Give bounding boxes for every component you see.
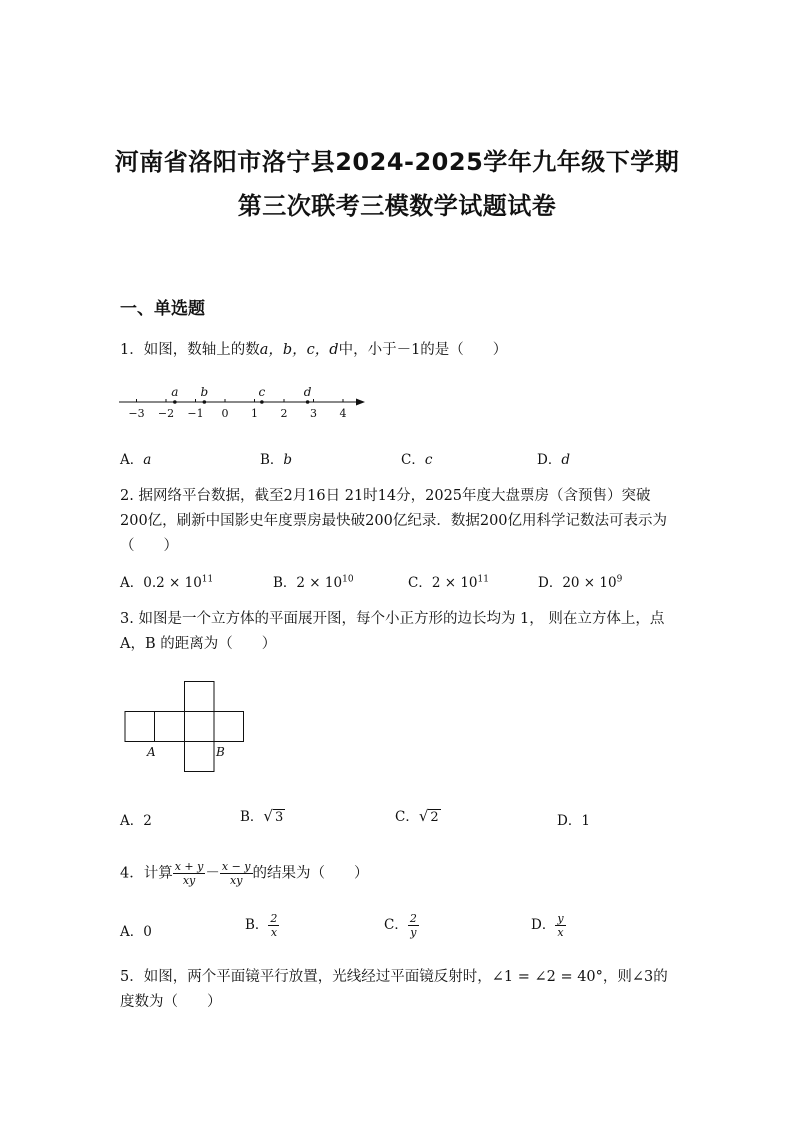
q4-option-d[interactable] (531, 912, 566, 939)
net-square (155, 712, 185, 742)
q2-option-a[interactable] (120, 571, 213, 591)
fraction-1-denominator: xy (182, 874, 196, 887)
question-4-prefix: 4．计算 (120, 865, 173, 882)
q4-option-b-numerator: 2 (270, 912, 278, 925)
question-1-vars: a，b，c，d (259, 342, 339, 358)
point-d-label: d (303, 385, 312, 399)
q4-option-b-fraction (268, 912, 279, 939)
q4-option-c-letter: C． (384, 917, 408, 933)
q3-option-a-letter: A． (120, 813, 144, 829)
q2-option-d-exp: 9 (616, 574, 623, 585)
q4-option-d-fraction (555, 912, 565, 939)
q3-option-c[interactable] (395, 805, 441, 825)
q3-option-d-value: 1 (581, 813, 590, 829)
minus-sign: － (205, 865, 220, 882)
q2-option-a-coef: 0.2 × 10 (143, 575, 202, 591)
point-a-label: a (171, 385, 179, 399)
q4-option-d-numerator: y (557, 912, 564, 925)
net-square (185, 682, 215, 712)
q2-option-c-coef: 2 × 10 (431, 575, 478, 591)
number-line-arrow (356, 399, 365, 406)
q3-option-c-letter: C． (395, 809, 419, 825)
q1-option-a-letter: A． (120, 452, 144, 468)
q4-option-c-numerator: 2 (409, 912, 417, 925)
q4-option-c-fraction (408, 912, 419, 939)
net-square (185, 712, 215, 742)
question-3-stem: 3. 如图是一个立方体的平面展开图，每个小正方形的边长均为 1， 则在立方体上，点 A，B 的距离为（ ） (120, 611, 665, 652)
question-2-stem: 2. 据网络平台数据，截至2月16日 21时14分，2025年度大盘票房（含预售）突破200亿，刷新中国影史年度票房最快破200亿纪录．数据200亿用科学记数法可表示为（ ） (120, 488, 668, 554)
q3-option-d[interactable] (557, 809, 590, 829)
q3-option-b-letter: B． (240, 809, 264, 825)
point-c-label: c (258, 385, 266, 399)
question-1-stem (120, 338, 680, 363)
point-a-label: A (147, 745, 156, 759)
q2-option-a-letter: A． (120, 575, 144, 591)
q2-option-a-exp: 11 (201, 574, 214, 585)
document-title-line-2: 第三次联考三模数学试题试卷 (237, 192, 557, 220)
q4-option-d-letter: D． (531, 917, 556, 933)
q2-option-c-exp: 11 (477, 574, 489, 585)
q3-option-a-value: 2 (143, 813, 152, 829)
cube-net-figure (120, 676, 250, 776)
q1-option-c[interactable] (401, 448, 432, 468)
axis-tick-label: −3 (128, 407, 145, 420)
q4-option-a-value: 0 (143, 924, 152, 940)
point-b-label: b (200, 385, 209, 399)
point-d (306, 400, 310, 404)
fraction-2-numerator: x − y (221, 860, 251, 873)
q1-option-b-value: b (283, 452, 293, 468)
q2-option-c[interactable] (408, 571, 489, 591)
q1-option-c-letter: C． (401, 452, 425, 468)
fraction-2 (220, 860, 253, 887)
q1-option-a-value: a (143, 452, 152, 468)
q4-option-b-letter: B． (245, 917, 269, 933)
q4-option-b-denominator: x (270, 926, 278, 939)
q3-option-d-letter: D． (557, 813, 582, 829)
q2-option-b[interactable] (273, 571, 354, 591)
axis-tick-label: 3 (310, 407, 317, 420)
q3-option-a[interactable] (120, 809, 152, 829)
question-5-stem: 5．如图，两个平面镜平行放置，光线经过平面镜反射时，∠1 = ∠2 = 40°，则∠3的度数为（ ） (120, 969, 668, 1010)
net-square (214, 712, 244, 742)
axis-tick-label: 4 (339, 407, 347, 420)
question-4-suffix: 的结果为（ ） (252, 865, 369, 882)
q1-option-d-value: d (561, 452, 570, 468)
axis-tick-label: −1 (187, 407, 204, 420)
q1-option-d[interactable] (537, 448, 570, 468)
q1-option-a[interactable] (120, 448, 151, 468)
q4-option-b[interactable] (245, 912, 279, 939)
axis-tick-label: 2 (280, 407, 288, 420)
question-4-stem (120, 860, 680, 887)
q2-option-b-coef: 2 × 10 (296, 575, 343, 591)
point-c (260, 400, 264, 404)
question-1-text-after: 中，小于－1的是（ ） (338, 342, 508, 358)
point-b (203, 400, 207, 404)
point-b-label: B (216, 745, 225, 759)
sqrt-symbol: √ 2 (418, 807, 439, 825)
q4-option-a[interactable] (120, 920, 152, 940)
q2-option-b-letter: B． (273, 575, 297, 591)
section-heading: 一、单选题 (120, 299, 205, 319)
point-a (173, 400, 177, 404)
fraction-1 (173, 860, 206, 887)
axis-tick-label: 1 (251, 407, 258, 420)
q2-option-d-coef: 20 × 10 (562, 575, 617, 591)
question-1-text-before: 1．如图，数轴上的数 (120, 342, 260, 358)
q4-option-a-letter: A． (120, 924, 144, 940)
q4-option-c-denominator: y (410, 926, 417, 939)
q1-option-b-letter: B． (260, 452, 284, 468)
sqrt-symbol: √ 3 (263, 807, 284, 825)
q1-option-c-value: c (424, 452, 433, 468)
q1-option-b[interactable] (260, 448, 292, 468)
number-line-figure (115, 380, 375, 424)
net-square (125, 712, 155, 742)
fraction-1-numerator: x + y (174, 860, 204, 873)
fraction-2-denominator: xy (229, 874, 243, 887)
q2-option-d-letter: D． (538, 575, 563, 591)
axis-tick-label: 0 (221, 407, 229, 420)
q3-option-c-radicand: 2 (430, 810, 439, 825)
q4-option-d-denominator: x (557, 926, 564, 939)
axis-tick-label: −2 (157, 407, 175, 420)
q2-option-b-exp: 10 (342, 574, 354, 585)
net-square (185, 742, 215, 772)
q4-option-c[interactable] (384, 912, 419, 939)
q3-option-b[interactable] (240, 805, 285, 825)
q2-option-d[interactable] (538, 571, 622, 591)
q1-option-d-letter: D． (537, 452, 562, 468)
document-title-line-1: 河南省洛阳市洛宁县2024-2025学年九年级下学期 (114, 148, 680, 176)
q3-option-b-radicand: 3 (274, 810, 284, 825)
q2-option-c-letter: C． (408, 575, 432, 591)
